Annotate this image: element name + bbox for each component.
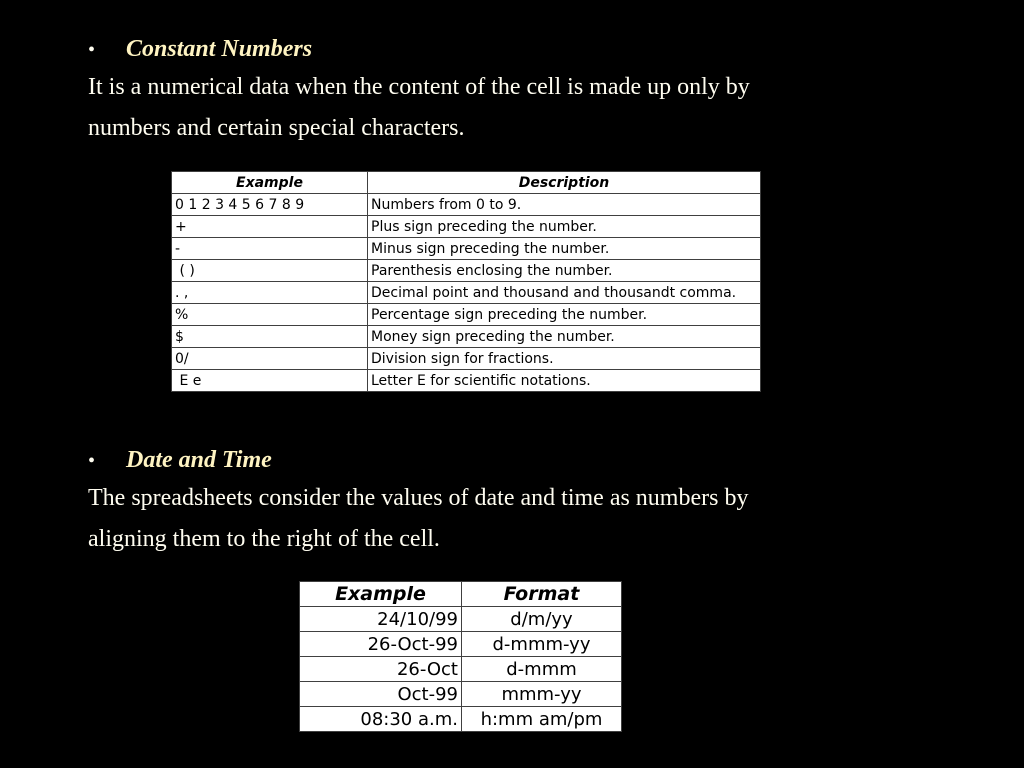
description-cell: Money sign preceding the number. bbox=[368, 326, 761, 348]
example-cell: 08:30 a.m. bbox=[300, 707, 462, 732]
date-time-heading: Date and Time bbox=[126, 447, 272, 473]
constant-numbers-heading: Constant Numbers bbox=[126, 36, 313, 62]
table-row bbox=[300, 707, 622, 732]
example-cell: . , bbox=[172, 282, 368, 304]
table-row bbox=[300, 632, 622, 657]
table-row bbox=[300, 607, 622, 632]
table-row bbox=[172, 304, 761, 326]
description-cell: Minus sign preceding the number. bbox=[368, 238, 761, 260]
table-row bbox=[172, 282, 761, 304]
paragraph-line-2: aligning them to the right of the cell. bbox=[88, 526, 440, 552]
format-cell: h:mm am/pm bbox=[462, 707, 622, 732]
example-cell: + bbox=[172, 216, 368, 238]
format-cell: d-mmm bbox=[462, 657, 622, 682]
constant-numbers-bullet-line bbox=[88, 34, 988, 65]
example-cell: Oct-99 bbox=[300, 682, 462, 707]
date-time-bullet-line bbox=[88, 445, 988, 476]
column-header-description: Description bbox=[368, 172, 761, 194]
bullet-marker: • bbox=[88, 450, 96, 472]
constant-numbers-section bbox=[88, 34, 988, 149]
description-cell: Parenthesis enclosing the number. bbox=[368, 260, 761, 282]
date-time-table bbox=[299, 581, 622, 732]
constant-numbers-table bbox=[171, 171, 761, 392]
description-cell: Division sign for fractions. bbox=[368, 348, 761, 370]
table-row bbox=[172, 260, 761, 282]
table-row bbox=[300, 682, 622, 707]
column-header-example: Example bbox=[300, 582, 462, 607]
column-header-format: Format bbox=[462, 582, 622, 607]
example-cell: 26-Oct-99 bbox=[300, 632, 462, 657]
date-time-paragraph bbox=[88, 478, 988, 560]
table-header-row bbox=[300, 582, 622, 607]
paragraph-line-1: The spreadsheets consider the values of date and time as numbers by bbox=[88, 485, 749, 511]
example-cell: 0/ bbox=[172, 348, 368, 370]
example-cell: % bbox=[172, 304, 368, 326]
description-cell: Letter E for scientific notations. bbox=[368, 370, 761, 392]
constant-numbers-paragraph bbox=[88, 67, 988, 149]
paragraph-line-1: It is a numerical data when the content of the cell is made up only by bbox=[88, 74, 750, 100]
format-cell: d/m/yy bbox=[462, 607, 622, 632]
description-cell: Plus sign preceding the number. bbox=[368, 216, 761, 238]
format-cell: d-mmm-yy bbox=[462, 632, 622, 657]
format-cell: mmm-yy bbox=[462, 682, 622, 707]
bullet-marker: • bbox=[88, 39, 96, 61]
example-cell: 24/10/99 bbox=[300, 607, 462, 632]
date-time-section bbox=[88, 445, 988, 560]
example-cell: $ bbox=[172, 326, 368, 348]
table-row bbox=[172, 348, 761, 370]
example-cell: 0 1 2 3 4 5 6 7 8 9 bbox=[172, 194, 368, 216]
description-cell: Percentage sign preceding the number. bbox=[368, 304, 761, 326]
column-header-example: Example bbox=[172, 172, 368, 194]
paragraph-line-2: numbers and certain special characters. bbox=[88, 115, 465, 141]
example-cell: E e bbox=[172, 370, 368, 392]
example-cell: 26-Oct bbox=[300, 657, 462, 682]
table-row bbox=[172, 326, 761, 348]
table-header-row bbox=[172, 172, 761, 194]
table-row bbox=[172, 194, 761, 216]
example-cell: - bbox=[172, 238, 368, 260]
table-row bbox=[172, 370, 761, 392]
table-row bbox=[300, 657, 622, 682]
description-cell: Decimal point and thousand and thousandt comma. bbox=[368, 282, 761, 304]
table-row bbox=[172, 238, 761, 260]
example-cell: ( ) bbox=[172, 260, 368, 282]
description-cell: Numbers from 0 to 9. bbox=[368, 194, 761, 216]
table-row bbox=[172, 216, 761, 238]
